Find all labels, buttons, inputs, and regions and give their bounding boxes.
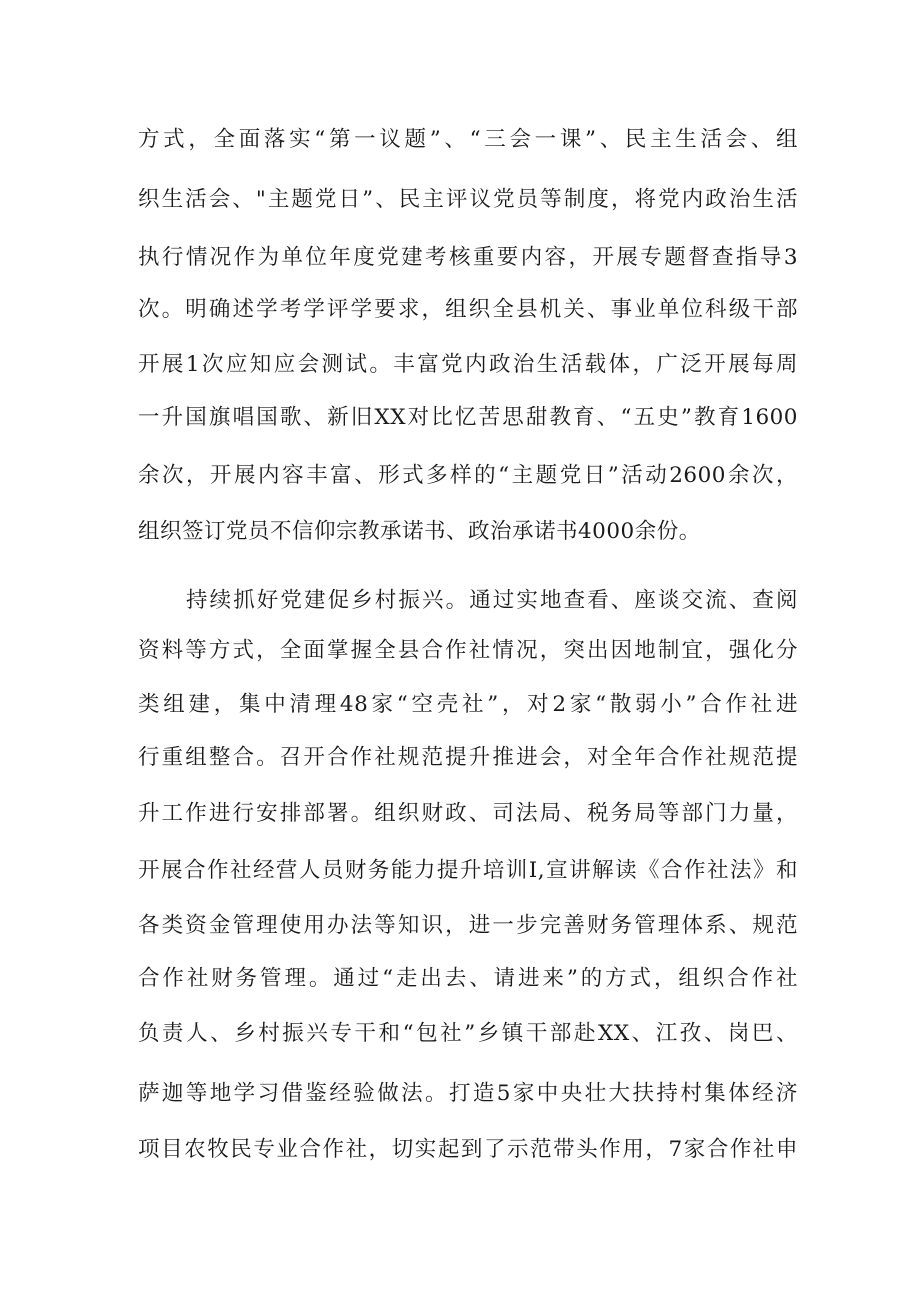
paragraph-1-line-4: 次。明确述学考学评学要求，组织全县机关、事业单位科级干部	[138, 297, 798, 322]
paragraph-1-line-6: 一升国旗唱国歌、新旧XX对比忆苦思甜教育、“五史”教育1600	[138, 405, 798, 430]
paragraph-1-line-8: 组织签订党员不信仰宗教承诺书、政治承诺书4000余份。	[138, 519, 701, 544]
paragraph-2-line-8: 合作社财务管理。通过“走出去、请进来”的方式，组织合作社	[138, 966, 798, 991]
paragraph-1-line-5: 开展1次应知应会测试。丰富党内政治生活载体，广泛开展每周	[138, 352, 798, 377]
paragraph-2-line-4: 行重组整合。召开合作社规范提升推进会，对全年合作社规范提	[138, 745, 798, 770]
paragraph-2-line-10: 萨迦等地学习借鉴经验做法。打造5家中央壮大扶持村集体经济	[138, 1081, 798, 1106]
paragraph-2-line-3: 类组建，集中清理48家“空壳社”，对2家“散弱小”合作社进	[138, 692, 798, 717]
paragraph-2-line-7: 各类资金管理使用办法等知识，进一步完善财务管理体系、规范	[138, 913, 798, 938]
paragraph-2-line-2: 资料等方式，全面掌握全县合作社情况，突出因地制宜，强化分	[138, 638, 798, 663]
paragraph-2-line-9: 负责人、乡村振兴专干和“包社”乡镇干部赴XX、江孜、岗巴、	[138, 1021, 798, 1046]
paragraph-2-line-5: 升工作进行安排部署。组织财政、司法局、税务局等部门力量，	[138, 801, 798, 826]
paragraph-1-line-7: 余次，开展内容丰富、形式多样的“主题党日”活动2600余次，	[138, 463, 798, 488]
paragraph-1-line-3: 执行情况作为单位年度党建考核重要内容，开展专题督查指导3	[138, 245, 798, 270]
paragraph-2-line-6: 开展合作社经营人员财务能力提升培训I,宣讲解读《合作社法》和	[138, 858, 798, 883]
paragraph-1-line-2: 织生活会、"主题党日”、民主评议党员等制度，将党内政治生活	[138, 187, 798, 212]
paragraph-2-line-11: 项目农牧民专业合作社，切实起到了示范带头作用，7家合作社申	[138, 1137, 798, 1162]
paragraph-2-line-1: 持续抓好党建促乡村振兴。通过实地查看、座谈交流、查阅	[186, 588, 798, 613]
paragraph-1-line-1: 方式，全面落实“第一议题”、“三会一课”、民主生活会、组	[138, 127, 798, 152]
